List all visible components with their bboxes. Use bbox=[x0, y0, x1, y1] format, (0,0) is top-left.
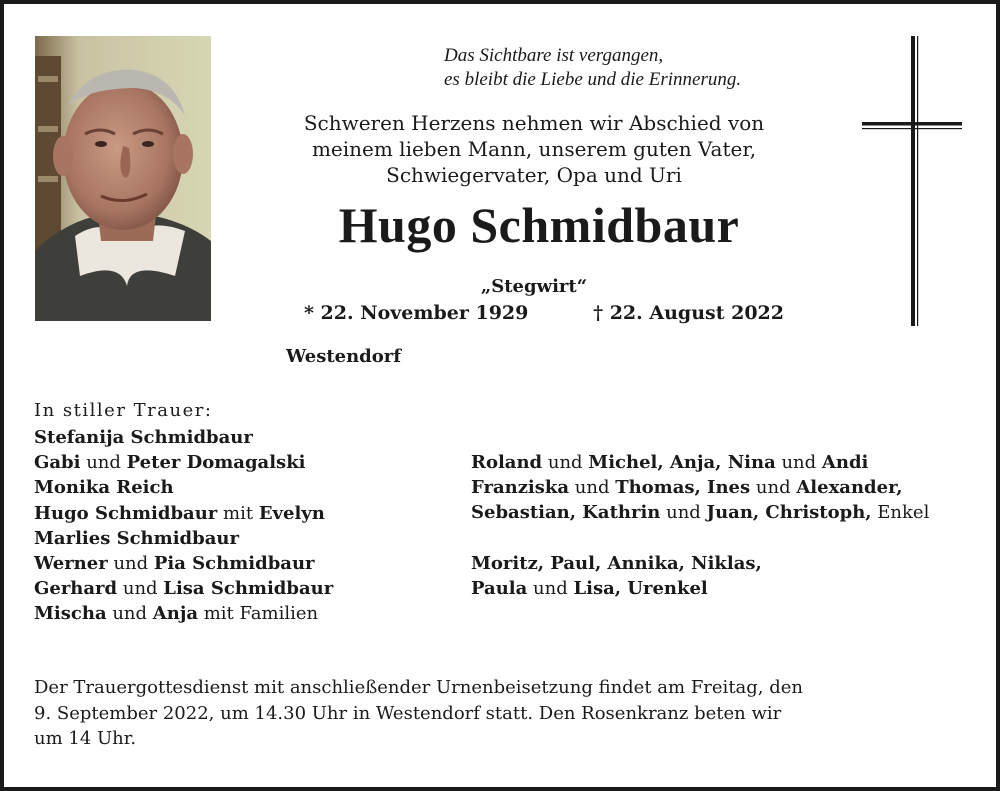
mourner-name: Pia Schmidbaur bbox=[153, 552, 315, 574]
service-line-3: um 14 Uhr. bbox=[34, 728, 137, 749]
mourner-connector: und bbox=[107, 552, 154, 574]
mourner-line bbox=[471, 500, 929, 525]
cross-icon bbox=[862, 36, 962, 332]
mourner-name: Marlies Schmidbaur bbox=[34, 527, 239, 549]
intro-text bbox=[274, 110, 794, 188]
birth-date: * 22. November 1929 bbox=[304, 302, 529, 324]
intro-line-1: Schweren Herzens nehmen wir Abschied von bbox=[303, 111, 765, 135]
mourner-line bbox=[471, 475, 929, 500]
service-line-2: 9. September 2022, um 14.30 Uhr in Westendorf statt. Den Rosenkranz beten wir bbox=[34, 702, 782, 724]
mourner-line bbox=[471, 526, 929, 551]
motto-line-1: Das Sichtbare ist vergangen, bbox=[444, 45, 664, 66]
mourner-name: Thomas, Ines bbox=[615, 477, 751, 499]
mourner-connector: und bbox=[775, 452, 822, 473]
mourners-list-left bbox=[34, 425, 333, 627]
death-date: † 22. August 2022 bbox=[593, 302, 784, 324]
mourner-connector: mit Familien bbox=[198, 603, 319, 625]
mourner-name: Hugo Schmidbaur bbox=[34, 502, 218, 524]
mourner-line bbox=[34, 601, 333, 626]
mourner-connector: Enkel bbox=[871, 502, 930, 524]
mourner-name: Gerhard bbox=[34, 578, 118, 600]
portrait-photo bbox=[35, 36, 211, 321]
motto-line-2: es bleibt die Liebe und die Erinnerung. bbox=[444, 69, 742, 90]
mourner-line bbox=[34, 450, 333, 475]
mourner-line bbox=[34, 425, 333, 450]
mourner-line bbox=[34, 475, 333, 500]
mourning-label: In stiller Trauer: bbox=[34, 400, 213, 421]
mourner-name: Paula bbox=[471, 577, 528, 599]
mourner-name: Alexander, bbox=[796, 477, 903, 499]
mourner-connector: und bbox=[660, 502, 707, 524]
mourner-line bbox=[34, 526, 333, 551]
mourner-name: Gabi bbox=[34, 452, 81, 474]
mourner-connector: und bbox=[117, 578, 164, 600]
mourner-name: Anja bbox=[152, 603, 198, 625]
mourner-name: Stefanija Schmidbaur bbox=[34, 427, 253, 448]
mourner-name: Mischa bbox=[34, 603, 107, 625]
life-dates bbox=[304, 302, 784, 324]
mourner-line bbox=[34, 576, 333, 601]
mourner-name: Moritz, Paul, Annika, Niklas, bbox=[471, 552, 762, 574]
mourner-connector: mit bbox=[217, 502, 259, 524]
mourner-name: Lisa, Urenkel bbox=[573, 577, 708, 599]
mourner-name: Juan, Christoph, bbox=[706, 502, 872, 524]
mourner-name: Monika Reich bbox=[34, 477, 174, 499]
mourner-line bbox=[471, 450, 929, 475]
mourner-name: Werner bbox=[34, 552, 108, 574]
mourner-name: Michel, Anja, Nina bbox=[588, 452, 776, 473]
mourner-name: Sebastian, Kathrin bbox=[471, 502, 661, 524]
mourner-name: Andi bbox=[821, 452, 869, 473]
mourner-line bbox=[34, 551, 333, 576]
mourner-connector: und bbox=[569, 477, 616, 499]
motto bbox=[444, 44, 804, 92]
mourner-name: Peter Domagalski bbox=[126, 452, 306, 474]
funeral-service-info bbox=[34, 675, 934, 752]
mourner-connector: und bbox=[542, 452, 589, 473]
residence-place: Westendorf bbox=[286, 346, 402, 367]
deceased-nickname: „Stegwirt“ bbox=[480, 276, 588, 297]
deceased-name: Hugo Schmidbaur bbox=[338, 197, 740, 253]
mourner-connector: und bbox=[527, 577, 574, 599]
mourner-line bbox=[471, 576, 929, 601]
service-line-1: Der Trauergottesdienst mit anschließender Urnenbeisetzung findet am Freitag, den bbox=[34, 677, 804, 698]
mourner-connector: und bbox=[80, 452, 127, 474]
mourner-name: Roland bbox=[471, 452, 543, 473]
mourner-name: Lisa Schmidbaur bbox=[163, 578, 334, 600]
mourner-name: Evelyn bbox=[258, 502, 325, 524]
mourner-name: Franziska bbox=[471, 477, 570, 499]
intro-line-3: Schwiegervater, Opa und Uri bbox=[386, 163, 682, 187]
mourner-line bbox=[34, 501, 333, 526]
mourner-line bbox=[471, 551, 929, 576]
mourner-connector: und bbox=[106, 603, 153, 625]
intro-line-2: meinem lieben Mann, unserem guten Vater, bbox=[311, 137, 757, 161]
mourner-connector: und bbox=[750, 477, 797, 499]
mourners-list-right bbox=[471, 450, 929, 601]
